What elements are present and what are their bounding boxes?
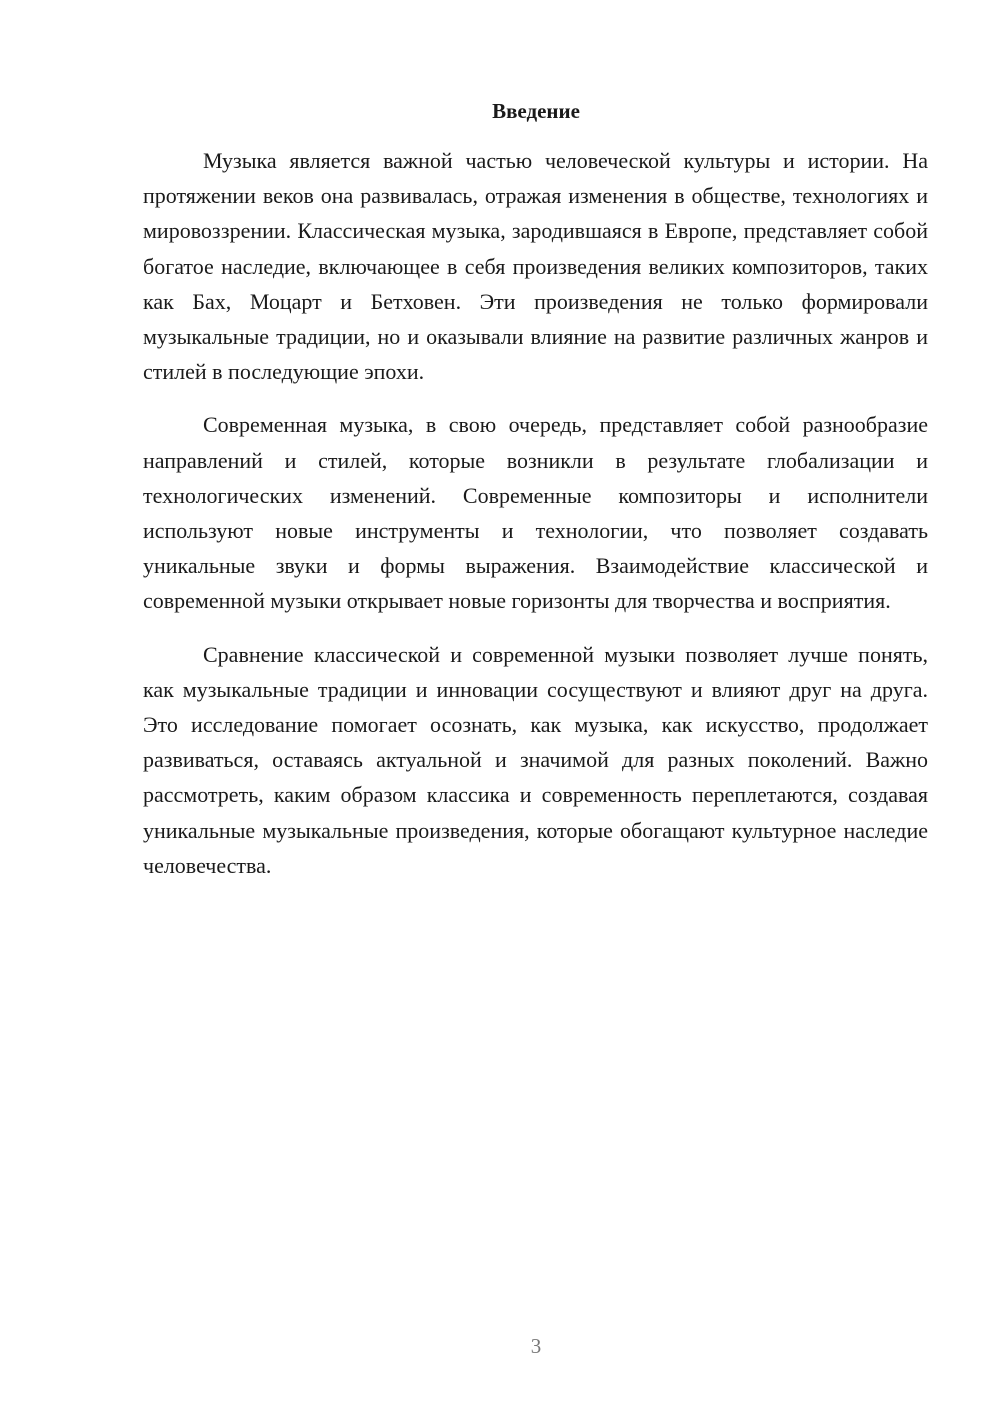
paragraph-2: Современная музыка, в свою очередь, представляет собой разнообразие направлений и стилей, которые возникли в результате глобализации и технологических изменений. Современные композиторы и исполнители используют новые инструменты и технологии, что позволяет создавать уникальные звуки и формы выражения. Взаимодействие классической и современной музыки открывает новые горизонты для творчества и восприятия. xyxy=(143,412,928,614)
body-text xyxy=(143,143,928,901)
page-number: 3 xyxy=(530,1334,542,1358)
paragraph-1: Музыка является важной частью человеческой культуры и истории. На протяжении веков она развивалась, отражая изменения в обществе, технологиях и мировоззрении. Классическая музыка, зародившаяся в Европе, представляет собой богатое наследие, включающее в себя произведения великих композиторов, таких как Бах, Моцарт и Бетховен. Эти произведения не только формировали музыкальные традиции, но и оказывали влияние на развитие различных жанров и стилей в последующие эпохи. xyxy=(143,148,928,385)
page-title: Введение xyxy=(492,99,580,123)
paragraph-3: Сравнение классической и современной музыки позволяет лучше понять, как музыкальные традиции и инновации сосуществуют и влияют друг на друга. Это исследование помогает осознать, как музыка, как искусство, продолжает развиваться, оставаясь актуальной и значимой для разных поколений. Важно рассмотреть, каким образом классика и современность переплетаются, создавая уникальные музыкальные произведения, которые обогащают культурное наследие человечества. xyxy=(143,641,928,878)
